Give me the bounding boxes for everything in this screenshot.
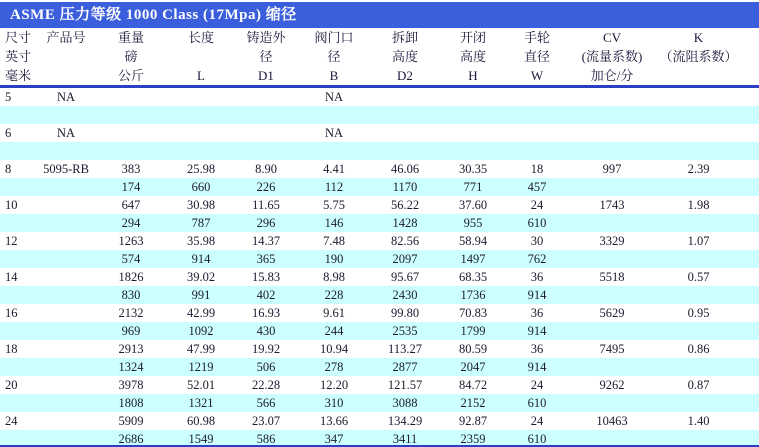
size-cell [0, 430, 38, 447]
data-cell: 1.98 [687, 198, 710, 212]
data-cell: NA [324, 126, 344, 140]
header-label-size-0: 尺寸 [5, 30, 32, 45]
data-cell [298, 142, 370, 160]
data-cell [94, 106, 168, 124]
data-cell: 19.92 [251, 342, 281, 356]
size-cell [0, 394, 38, 412]
header-col-k [656, 28, 759, 85]
data-cell: 36 [530, 342, 544, 356]
data-cell [568, 322, 656, 340]
size-cell [0, 214, 38, 232]
data-cell: 5518 [599, 270, 625, 284]
size-cell [0, 142, 38, 160]
header-label-d1-0: 铸造外 [246, 30, 286, 45]
data-cell: 36 [530, 270, 544, 284]
header-label-k-0: K [693, 30, 704, 45]
data-cell: 1170 [392, 180, 418, 194]
data-cell [370, 88, 440, 106]
data-cell: 37.60 [458, 198, 488, 212]
data-cell: 18 [530, 162, 544, 176]
data-cell [568, 394, 656, 412]
data-cell [370, 142, 440, 160]
data-cell [298, 106, 370, 124]
data-cell [234, 142, 298, 160]
data-cell [656, 214, 759, 232]
data-cell: 347 [324, 432, 344, 446]
data-cell [234, 88, 298, 106]
product-cell [38, 142, 94, 160]
data-cell: 24 [530, 414, 544, 428]
header-label-k-2 [656, 66, 741, 85]
data-cell: 95.67 [390, 270, 420, 284]
header-label-weight-0: 重量 [117, 30, 144, 45]
data-cell: 610 [527, 432, 547, 446]
data-cell: 5629 [599, 306, 625, 320]
header-col-size [0, 28, 38, 85]
data-cell [656, 358, 759, 376]
data-cell: 146 [324, 216, 344, 230]
data-cell: 610 [527, 216, 547, 230]
data-cell: 24 [530, 198, 544, 212]
data-cell: 1497 [460, 252, 486, 266]
table-row-metric [0, 106, 759, 124]
data-cell: 4.41 [323, 162, 345, 176]
data-cell [94, 88, 168, 106]
data-cell: 30.35 [458, 162, 488, 176]
data-cell [370, 106, 440, 124]
table-row-imperial [0, 196, 759, 214]
header-label-size-2: 毫米 [5, 68, 32, 83]
data-cell: 294 [121, 216, 141, 230]
data-cell: 0.86 [687, 342, 710, 356]
data-cell: 15.83 [251, 270, 281, 284]
header-col-w [506, 28, 568, 85]
data-cell: 997 [602, 162, 622, 176]
data-cell [506, 124, 568, 142]
data-cell: 35.98 [186, 234, 216, 248]
table-row-metric [0, 142, 759, 160]
data-cell: 2359 [460, 432, 486, 446]
data-cell: 278 [324, 360, 344, 374]
data-cell: 23.07 [251, 414, 281, 428]
data-cell [568, 358, 656, 376]
data-cell: 365 [256, 252, 276, 266]
data-cell: 22.28 [251, 378, 281, 392]
data-cell: 8.90 [255, 162, 277, 176]
data-cell: 1428 [392, 216, 418, 230]
product-cell [38, 196, 94, 214]
size-cell: 8 [5, 162, 12, 176]
data-cell: 3978 [118, 378, 144, 392]
table-title: ASME 压力等级 1000 Class (17Mpa) 缩径 [10, 7, 297, 23]
data-cell: 42.99 [186, 306, 216, 320]
size-cell [0, 358, 38, 376]
header-col-product [38, 28, 94, 85]
data-cell: 5.75 [323, 198, 345, 212]
data-cell: 296 [256, 216, 276, 230]
data-cell: 0.57 [687, 270, 710, 284]
data-cell: 2132 [118, 306, 144, 320]
data-cell: 610 [527, 396, 547, 410]
data-cell [440, 124, 506, 142]
header-label-h-1: 高度 [459, 49, 486, 64]
data-cell: 660 [191, 180, 211, 194]
data-cell: 113.27 [388, 342, 422, 356]
data-cell: 121.57 [387, 378, 423, 392]
data-cell: 70.83 [458, 306, 488, 320]
data-cell: 586 [256, 432, 276, 446]
data-cell: 914 [527, 288, 547, 302]
data-cell: 7495 [599, 342, 625, 356]
data-cell: 2877 [392, 360, 418, 374]
data-cell: 30.98 [186, 198, 216, 212]
data-cell: 2430 [392, 288, 418, 302]
data-cell [568, 106, 656, 124]
data-cell: 228 [324, 288, 344, 302]
table-row-metric [0, 250, 759, 268]
data-cell: 647 [121, 198, 141, 212]
data-cell: 762 [527, 252, 547, 266]
data-cell [94, 124, 168, 142]
header-label-cv-1: (流量系数) [581, 49, 643, 64]
header-col-h [440, 28, 506, 85]
data-cell [568, 430, 656, 447]
data-cell [656, 394, 759, 412]
data-cell: 80.59 [458, 342, 488, 356]
data-cell: 84.72 [458, 378, 488, 392]
data-cell [440, 106, 506, 124]
data-cell: 771 [463, 180, 483, 194]
header-label-cv-2: 加仑/分 [590, 68, 634, 83]
header-col-weight [94, 28, 168, 85]
data-cell: 8.98 [323, 270, 345, 284]
product-cell [38, 430, 94, 447]
data-cell: 2686 [118, 432, 144, 446]
data-cell [656, 286, 759, 304]
table-body [0, 88, 759, 447]
data-cell: 10463 [596, 414, 628, 428]
data-cell: 134.29 [387, 414, 423, 428]
data-cell: 1736 [460, 288, 486, 302]
data-cell: 25.98 [186, 162, 216, 176]
data-cell: 1549 [188, 432, 214, 446]
header-label-product-2 [38, 66, 94, 85]
table-row-imperial [0, 124, 759, 142]
data-cell: 30 [530, 234, 544, 248]
size-cell: 20 [5, 378, 18, 392]
data-cell: 0.95 [687, 306, 710, 320]
data-cell: 2152 [460, 396, 486, 410]
header-label-product-0: 产品号 [46, 30, 86, 45]
table-row-metric [0, 178, 759, 196]
header-label-h-2: H [468, 68, 478, 83]
header-label-d2-2: D2 [397, 68, 413, 83]
table-row-imperial [0, 160, 759, 178]
data-cell: 506 [256, 360, 276, 374]
header-label-d1-1: 径 [259, 49, 273, 64]
header-col-length [168, 28, 234, 85]
data-cell: 1.40 [687, 414, 710, 428]
product-cell [38, 214, 94, 232]
header-label-w-0: 手轮 [523, 30, 550, 45]
size-cell: 10 [5, 198, 18, 212]
header-label-d1-2: D1 [258, 68, 274, 83]
data-cell [440, 88, 506, 106]
header-label-length-2: L [197, 68, 205, 83]
data-cell [234, 106, 298, 124]
data-cell: 68.35 [458, 270, 488, 284]
size-cell: 18 [5, 342, 18, 356]
product-cell [38, 106, 94, 124]
product-cell [38, 412, 94, 430]
data-cell [568, 124, 656, 142]
header-label-b-0: 阀门口 [314, 30, 354, 45]
data-cell [656, 178, 759, 196]
data-cell: 226 [256, 180, 276, 194]
data-cell: 2097 [392, 252, 418, 266]
data-cell: 92.87 [458, 414, 488, 428]
product-cell [38, 340, 94, 358]
product-cell [38, 358, 94, 376]
data-cell: 830 [121, 288, 141, 302]
header-label-length-0: 长度 [187, 30, 214, 45]
table-row-imperial [0, 304, 759, 322]
data-cell: 13.66 [319, 414, 349, 428]
data-cell: 7.48 [323, 234, 345, 248]
data-cell: 3088 [392, 396, 418, 410]
table-row-imperial [0, 376, 759, 394]
product-cell [38, 232, 94, 250]
data-cell: 3411 [392, 432, 418, 446]
data-cell [656, 106, 759, 124]
data-cell [506, 88, 568, 106]
header-label-b-1: 径 [327, 49, 341, 64]
data-cell [94, 142, 168, 160]
data-cell: 16.93 [251, 306, 281, 320]
data-cell: 11.65 [252, 198, 280, 212]
table-row-metric [0, 214, 759, 232]
size-cell [0, 106, 38, 124]
data-cell: 1324 [118, 360, 144, 374]
header-label-d2-1: 高度 [391, 49, 418, 64]
table-row-metric [0, 358, 759, 376]
header-label-weight-2: 公斤 [117, 68, 144, 83]
data-cell: 1263 [118, 234, 144, 248]
data-cell: 3329 [599, 234, 625, 248]
data-cell [656, 430, 759, 447]
size-cell: 16 [5, 306, 18, 320]
data-cell: 47.99 [186, 342, 216, 356]
data-cell: 174 [121, 180, 141, 194]
data-cell: 9262 [599, 378, 625, 392]
data-cell: 402 [256, 288, 276, 302]
data-cell: 39.02 [186, 270, 216, 284]
data-cell [440, 142, 506, 160]
product-cell [38, 322, 94, 340]
data-cell [506, 142, 568, 160]
data-cell [234, 124, 298, 142]
header-label-h-0: 开闭 [459, 30, 486, 45]
data-cell [168, 88, 234, 106]
header-label-w-1: 直径 [523, 49, 550, 64]
table-row-metric [0, 430, 759, 447]
data-cell [568, 286, 656, 304]
size-cell: 24 [5, 414, 18, 428]
data-cell [656, 142, 759, 160]
table-row-imperial [0, 268, 759, 286]
data-cell: 5909 [118, 414, 144, 428]
header-label-b-2: B [329, 68, 339, 83]
data-cell [568, 214, 656, 232]
data-cell: 969 [121, 324, 141, 338]
data-cell: 914 [191, 252, 211, 266]
data-cell [568, 88, 656, 106]
product-cell [38, 178, 94, 196]
data-cell: 24 [530, 378, 544, 392]
data-cell: 36 [530, 306, 544, 320]
data-cell: 82.56 [390, 234, 420, 248]
table-row-imperial [0, 412, 759, 430]
data-cell: 1808 [118, 396, 144, 410]
table-row-metric [0, 322, 759, 340]
size-cell: 12 [5, 234, 18, 248]
data-cell: 56.22 [390, 198, 420, 212]
data-cell: 914 [527, 360, 547, 374]
table-title-bar [0, 2, 759, 28]
data-cell [656, 250, 759, 268]
size-cell: 6 [5, 126, 12, 140]
size-cell [0, 178, 38, 196]
product-cell [38, 394, 94, 412]
data-cell: 2047 [460, 360, 486, 374]
header-label-weight-1: 磅 [124, 49, 138, 64]
size-cell [0, 250, 38, 268]
data-cell: 190 [324, 252, 344, 266]
header-col-b [298, 28, 370, 85]
data-cell [568, 178, 656, 196]
product-cell [38, 250, 94, 268]
product-cell [38, 304, 94, 322]
data-cell [168, 124, 234, 142]
header-label-length-1 [168, 47, 234, 66]
data-cell [656, 88, 759, 106]
data-cell: 1092 [188, 324, 214, 338]
table-row-imperial [0, 340, 759, 358]
header-col-d1 [234, 28, 298, 85]
product-cell [38, 376, 94, 394]
data-cell: 9.61 [323, 306, 345, 320]
data-cell [656, 322, 759, 340]
data-cell: 383 [121, 162, 141, 176]
header-label-size-1: 英寸 [5, 49, 32, 64]
size-cell [0, 286, 38, 304]
table-row-metric [0, 286, 759, 304]
data-cell: 244 [324, 324, 344, 338]
product-cell [38, 268, 94, 286]
data-cell: 2535 [392, 324, 418, 338]
data-cell: 10.94 [319, 342, 349, 356]
size-cell [0, 322, 38, 340]
size-cell: 5 [5, 90, 12, 104]
data-cell: 914 [527, 324, 547, 338]
data-cell [568, 142, 656, 160]
data-cell [506, 106, 568, 124]
data-cell: 52.01 [186, 378, 216, 392]
product-cell: 5095-RB [43, 162, 89, 176]
product-cell [38, 286, 94, 304]
data-cell [168, 106, 234, 124]
data-cell: NA [324, 90, 344, 104]
data-cell: 1.07 [687, 234, 710, 248]
data-cell [168, 142, 234, 160]
data-cell [568, 250, 656, 268]
data-cell: 1799 [460, 324, 486, 338]
data-cell: 310 [324, 396, 344, 410]
table-row-imperial [0, 232, 759, 250]
data-cell: 955 [463, 216, 483, 230]
data-cell: 457 [527, 180, 547, 194]
product-cell: NA [56, 126, 76, 140]
data-cell: 574 [121, 252, 141, 266]
data-cell: 0.87 [687, 378, 710, 392]
data-cell [370, 124, 440, 142]
header-label-product-1 [38, 47, 94, 66]
data-cell: 12.20 [319, 378, 349, 392]
table-row-metric [0, 394, 759, 412]
table-header [0, 28, 759, 85]
data-cell: 787 [191, 216, 211, 230]
header-label-w-2: W [530, 68, 544, 83]
header-col-cv [568, 28, 656, 85]
data-cell: 566 [256, 396, 276, 410]
data-cell: 1826 [118, 270, 144, 284]
data-cell: 58.94 [458, 234, 488, 248]
data-cell: 1219 [188, 360, 214, 374]
size-cell: 14 [5, 270, 18, 284]
data-cell [656, 124, 759, 142]
data-cell: 1321 [188, 396, 214, 410]
data-cell: 60.98 [186, 414, 216, 428]
table-row-imperial [0, 88, 759, 106]
data-cell: 112 [324, 180, 344, 194]
data-cell: 14.37 [251, 234, 281, 248]
data-cell: 99.80 [390, 306, 420, 320]
data-cell: 430 [256, 324, 276, 338]
header-label-k-1: （流阻系数） [659, 49, 738, 64]
product-cell: NA [56, 90, 76, 104]
data-cell: 1743 [599, 198, 625, 212]
data-cell: 46.06 [390, 162, 420, 176]
data-cell: 991 [191, 288, 211, 302]
data-cell: 2913 [118, 342, 144, 356]
data-cell: 2.39 [687, 162, 710, 176]
header-label-cv-0: CV [602, 30, 622, 45]
header-col-d2 [370, 28, 440, 85]
header-label-d2-0: 拆卸 [391, 30, 418, 45]
